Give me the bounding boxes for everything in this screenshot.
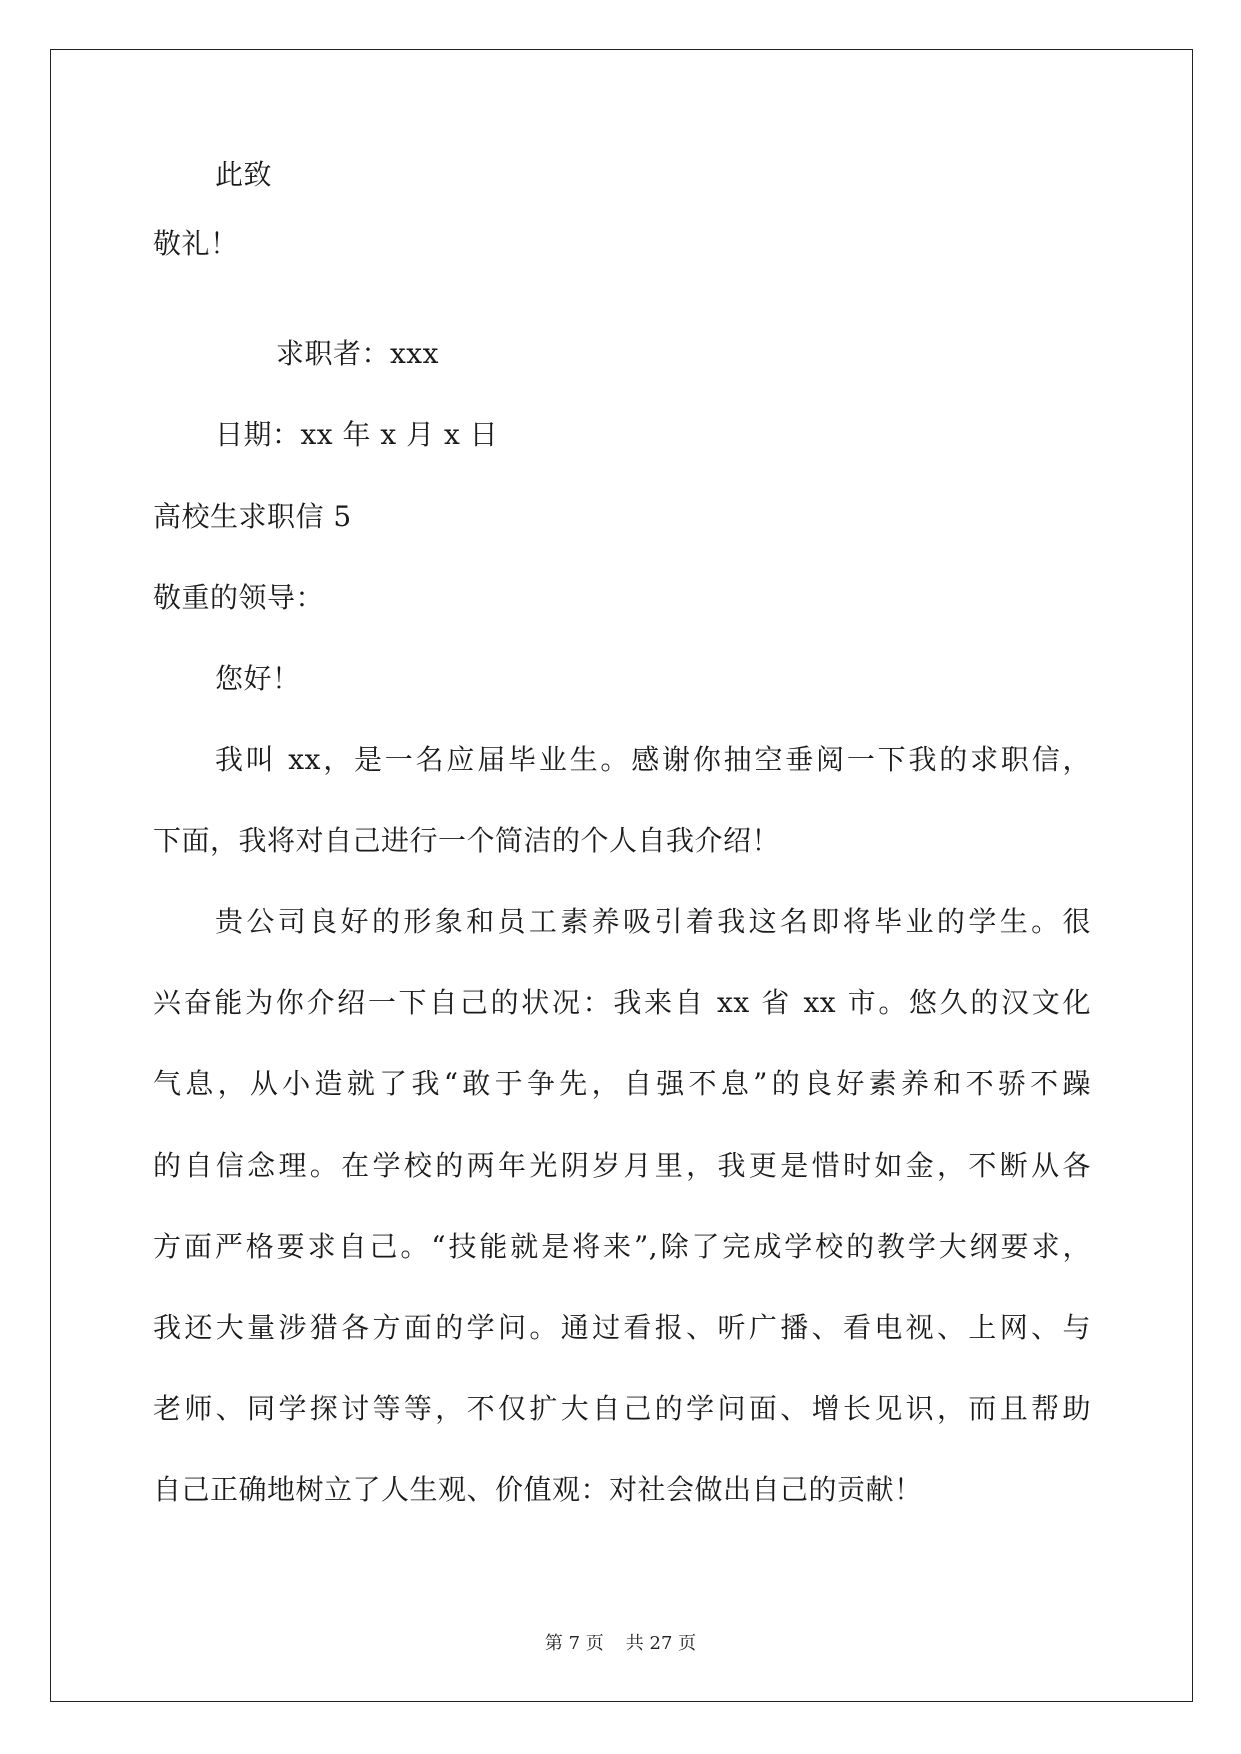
paragraph-line: 我还大量涉猎各方面的学问。通过看报、听广播、看电视、上网、与 — [153, 1311, 1091, 1344]
paragraph-line: 老师、同学探讨等等，不仅扩大自己的学问面、增长见识，而且帮助 — [153, 1392, 1091, 1425]
closing-regards: 敬礼！ — [153, 227, 239, 260]
page-footer — [0, 1632, 1241, 1656]
page-total: 共 27 页 — [625, 1633, 697, 1654]
paragraph-line: 的自信念理。在学校的两年光阴岁月里，我更是惜时如金，不断从各 — [153, 1149, 1091, 1182]
section-heading: 高校生求职信 5 — [153, 500, 352, 533]
hello-line: 您好！ — [215, 662, 301, 695]
paragraph-line: 兴奋能为你介绍一下自己的状况：我来自 xx 省 xx 市。悠久的汉文化 — [153, 986, 1091, 1019]
greeting: 敬重的领导： — [153, 581, 325, 614]
applicant-signature: 求职者：xxx — [276, 337, 439, 370]
paragraph-line: 自己正确地树立了人生观、价值观：对社会做出自己的贡献！ — [153, 1473, 923, 1506]
page-frame — [50, 49, 1193, 1702]
letter-date: 日期：xx 年 x 月 x 日 — [215, 418, 499, 451]
paragraph-line: 气息，从小造就了我“敢于争先，自强不息”的良好素养和不骄不躁 — [153, 1067, 1091, 1100]
paragraph-line: 贵公司良好的形象和员工素养吸引着我这名即将毕业的学生。很 — [215, 905, 1091, 938]
paragraph-line: 我叫 xx，是一名应届毕业生。感谢你抽空垂阅一下我的求职信， — [215, 743, 1091, 776]
paragraph-line: 方面严格要求自己。“技能就是将来”,除了完成学校的教学大纲要求， — [153, 1230, 1091, 1263]
closing-salutation: 此致 — [215, 158, 273, 191]
paragraph-line: 下面，我将对自己进行一个简洁的个人自我介绍！ — [153, 824, 781, 857]
page-number: 第 7 页 — [544, 1633, 604, 1654]
